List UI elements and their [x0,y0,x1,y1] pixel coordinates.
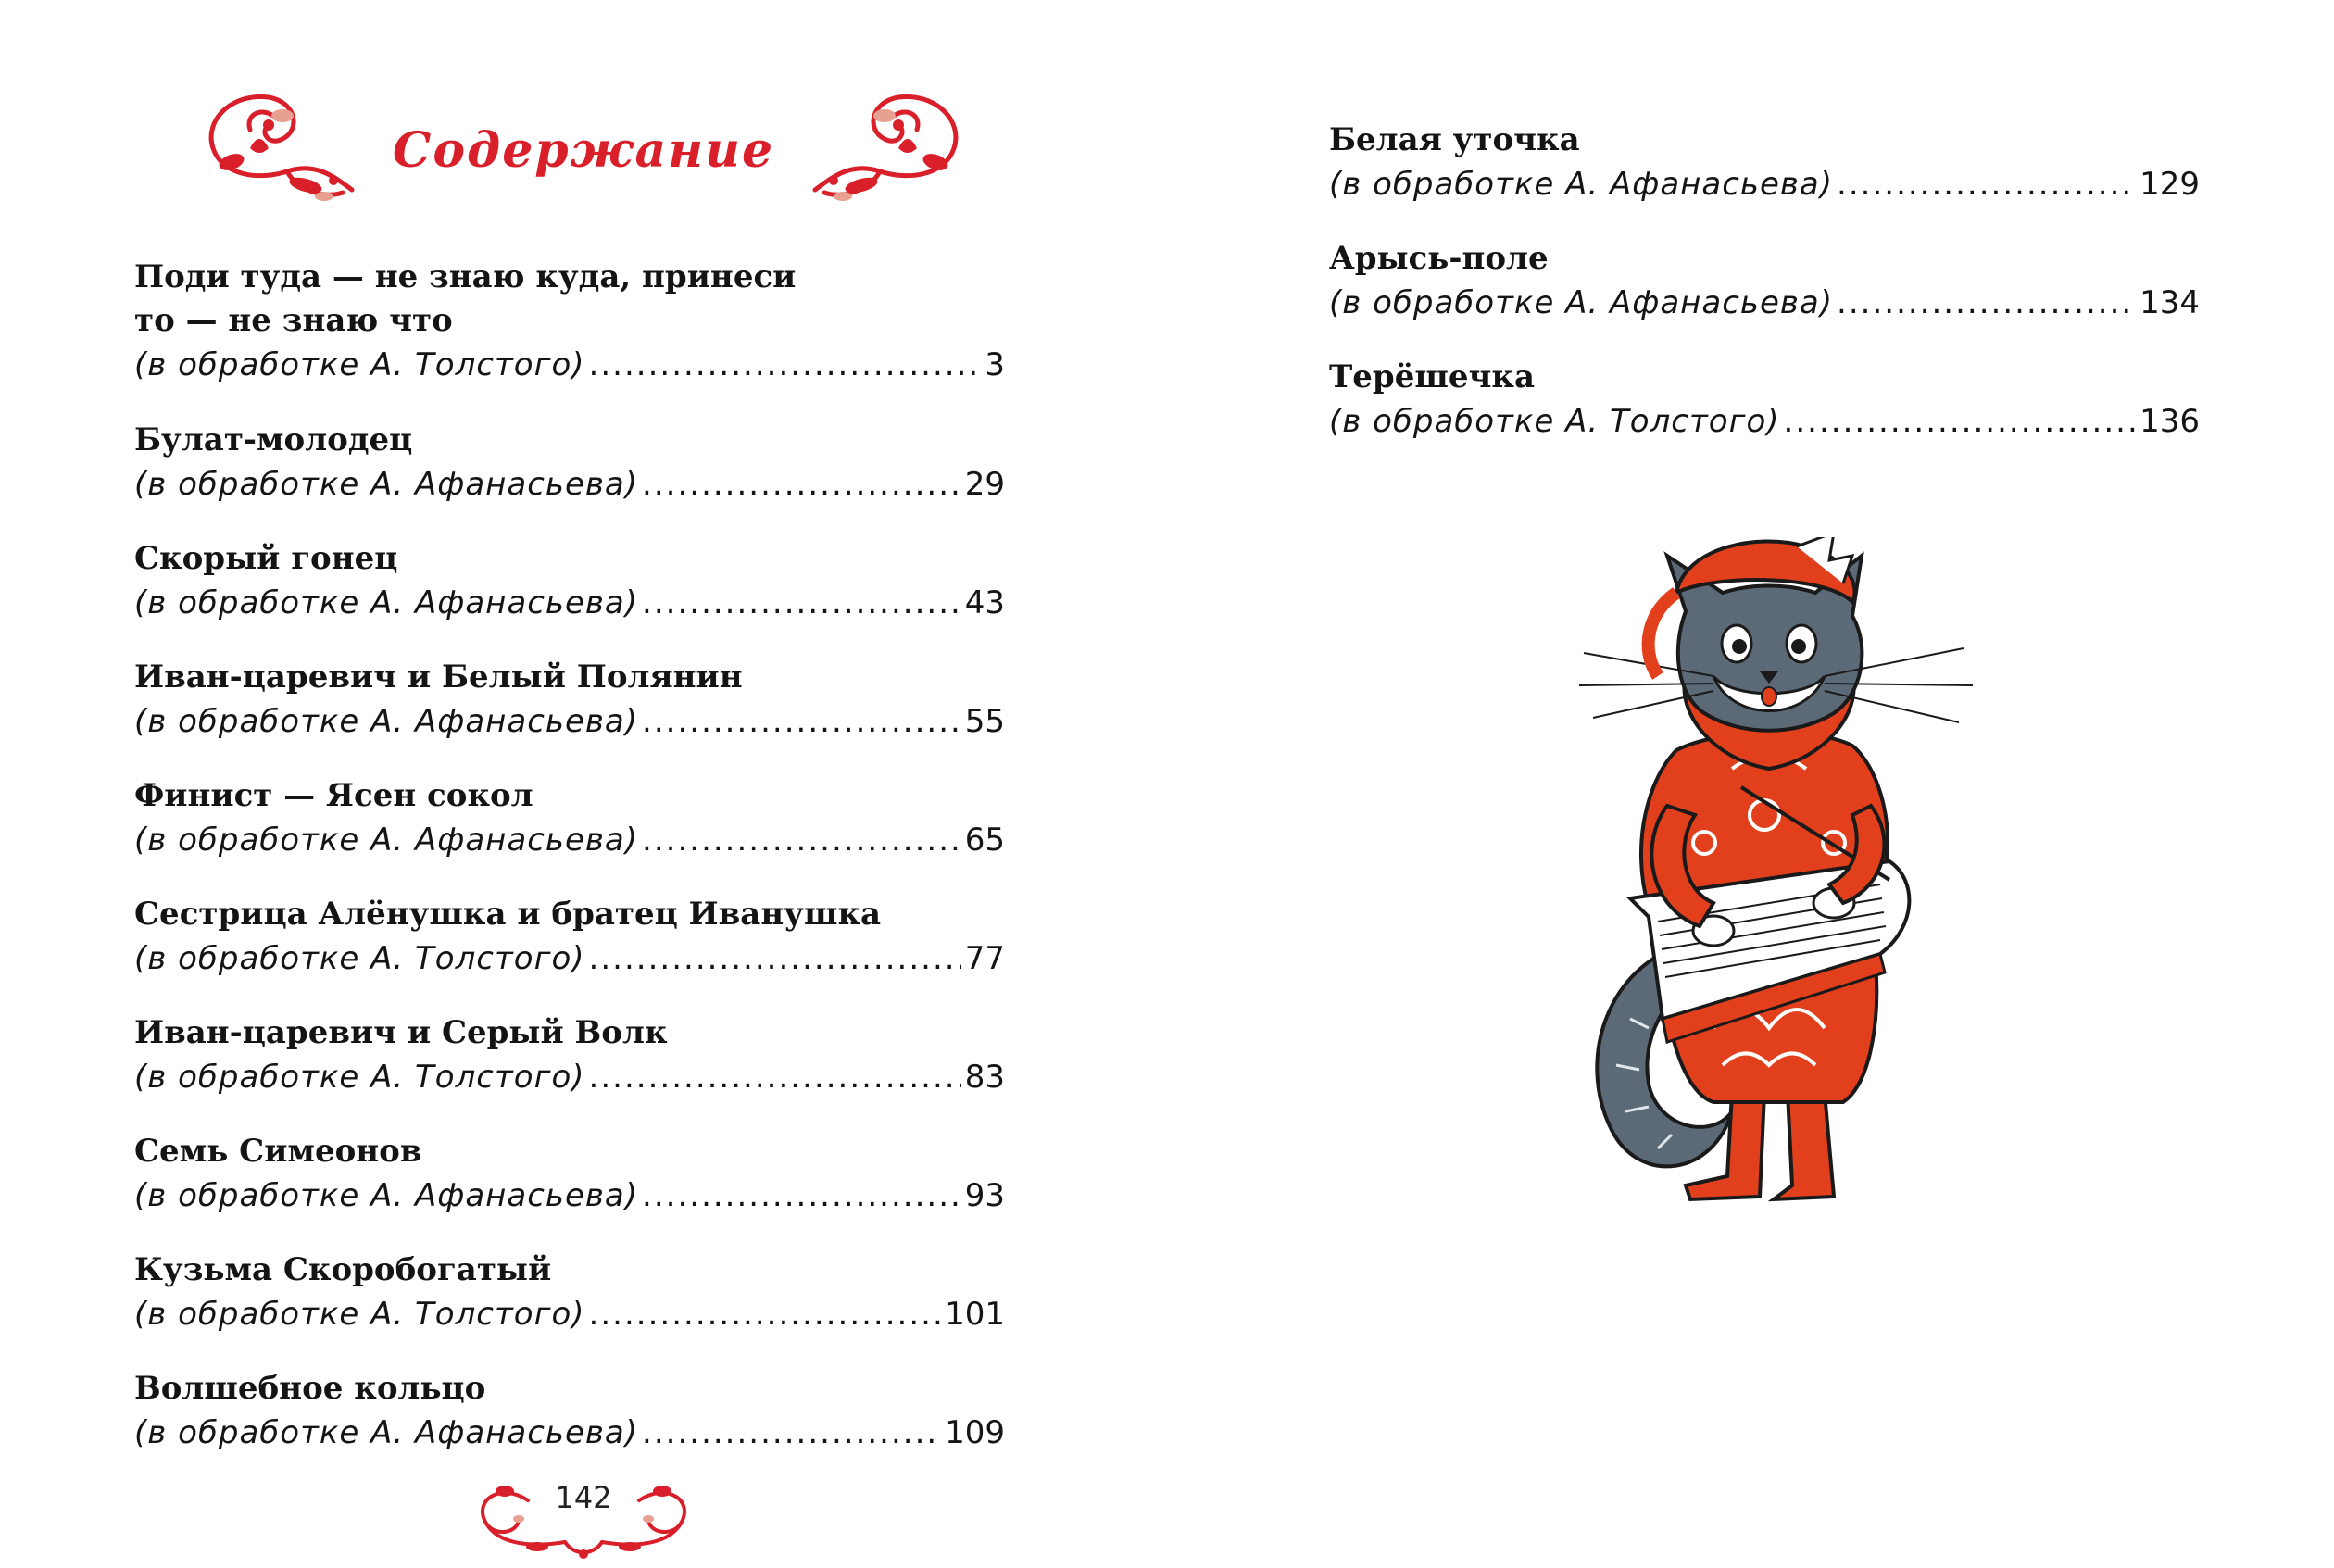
entry-source: (в обработке А. Афанасьева) [134,703,639,740]
cat-gusli-player-illustration [1575,537,1982,1204]
entry-line [1329,162,2200,207]
entry-page-number: 83 [964,1059,1005,1096]
toc-entry[interactable] [1329,119,2200,207]
entry-title: Иван-царевич и Серый Волк [134,1014,668,1051]
entry-source: (в обработке А. Толстого) [134,940,585,977]
entry-page-number: 65 [964,822,1005,859]
entry-source: (в обработке А. Афанасьева) [134,1414,639,1451]
entry-line [134,581,1005,625]
entry-source: (в обработке А. Афанасьева) [1329,284,1834,321]
entry-title: Булат-молодец [134,421,413,458]
dot-leader [642,818,961,862]
toc-entry[interactable] [134,419,1005,507]
toc-entry[interactable] [134,1367,1005,1455]
dot-leader [1837,162,2136,207]
entry-title: Белая уточка [1329,121,1580,158]
dot-leader [642,462,961,507]
toc-entry[interactable] [134,774,1005,862]
entry-source: (в обработке А. Афанасьева) [134,1177,639,1214]
entry-title: Кузьма Скоробогатый [134,1251,552,1288]
entry-page-number: 43 [964,584,1005,621]
entry-page-number: 109 [945,1414,1005,1451]
entry-source: (в обработке А. Афанасьева) [1329,166,1834,203]
entry-line [134,343,1005,387]
toc-entry[interactable] [134,1248,1005,1336]
right-page [1167,0,2334,1568]
dot-leader [589,343,982,387]
entry-page-number: 101 [945,1296,1005,1333]
entry-page-number: 93 [964,1177,1005,1214]
entry-line [134,1411,1005,1455]
dot-leader [589,1055,961,1099]
dot-leader [1837,281,2136,325]
entry-line [134,699,1005,744]
toc-entry[interactable] [134,1011,1005,1099]
contents-heading [194,74,972,222]
entry-page-number: 3 [985,346,1005,383]
entry-page-number: 77 [964,940,1005,977]
toc-entry[interactable] [1329,237,2200,325]
entry-title: Иван-царевич и Белый Полянин [134,659,743,696]
entry-line [134,1173,1005,1218]
entry-title: Семь Симеонов [134,1133,422,1170]
entry-page-number: 55 [964,703,1005,740]
dot-leader [589,1292,942,1336]
entry-page-number: 136 [2140,403,2200,440]
page-footer [463,1454,704,1565]
entry-line [1329,281,2200,325]
toc-entry[interactable] [1329,356,2200,444]
dot-leader [1784,399,2137,444]
entry-source: (в обработке А. Толстого) [134,1296,585,1333]
entry-source: (в обработке А. Толстого) [134,346,585,383]
toc-entry[interactable] [134,656,1005,744]
dot-leader [642,699,961,744]
entry-line [134,1292,1005,1336]
entry-title: Скорый гонец [134,540,398,577]
entry-line [134,936,1005,981]
entry-line [1329,399,2200,444]
dot-leader [589,936,961,981]
entry-source: (в обработке А. Толстого) [134,1059,585,1096]
entry-title: Финист — Ясен сокол [134,777,533,814]
toc-entry[interactable] [134,1130,1005,1218]
entry-source: (в обработке А. Афанасьева) [134,466,639,503]
page-title: Содержание [392,122,775,179]
entry-page-number: 134 [2140,284,2200,321]
entry-line [134,1055,1005,1099]
entry-page-number: 29 [964,466,1005,503]
toc-entry[interactable] [134,893,1005,981]
entry-title: Поди туда — не знаю куда, принеси то — не знаю что [134,258,797,339]
entry-line [134,818,1005,862]
entry-source: (в обработке А. Афанасьева) [134,822,639,859]
entry-title: Сестрица Алёнушка и братец Иванушка [134,896,882,933]
dot-leader [642,1173,961,1218]
entry-source: (в обработке А. Афанасьева) [134,584,639,621]
dot-leader [642,1411,941,1455]
page-number: 142 [555,1480,612,1515]
dot-leader [642,581,961,625]
entry-page-number: 129 [2140,166,2200,203]
entry-line [134,462,1005,507]
entry-title: Терёшечка [1329,358,1535,395]
entry-title: Арысь-поле [1329,240,1549,277]
entry-title: Волшебное кольцо [134,1370,486,1407]
entry-source: (в обработке А. Толстого) [1329,403,1780,440]
folk-floral-ornament-icon [806,74,972,222]
toc-entry[interactable] [134,537,1005,625]
toc-entry[interactable] [134,256,1005,387]
